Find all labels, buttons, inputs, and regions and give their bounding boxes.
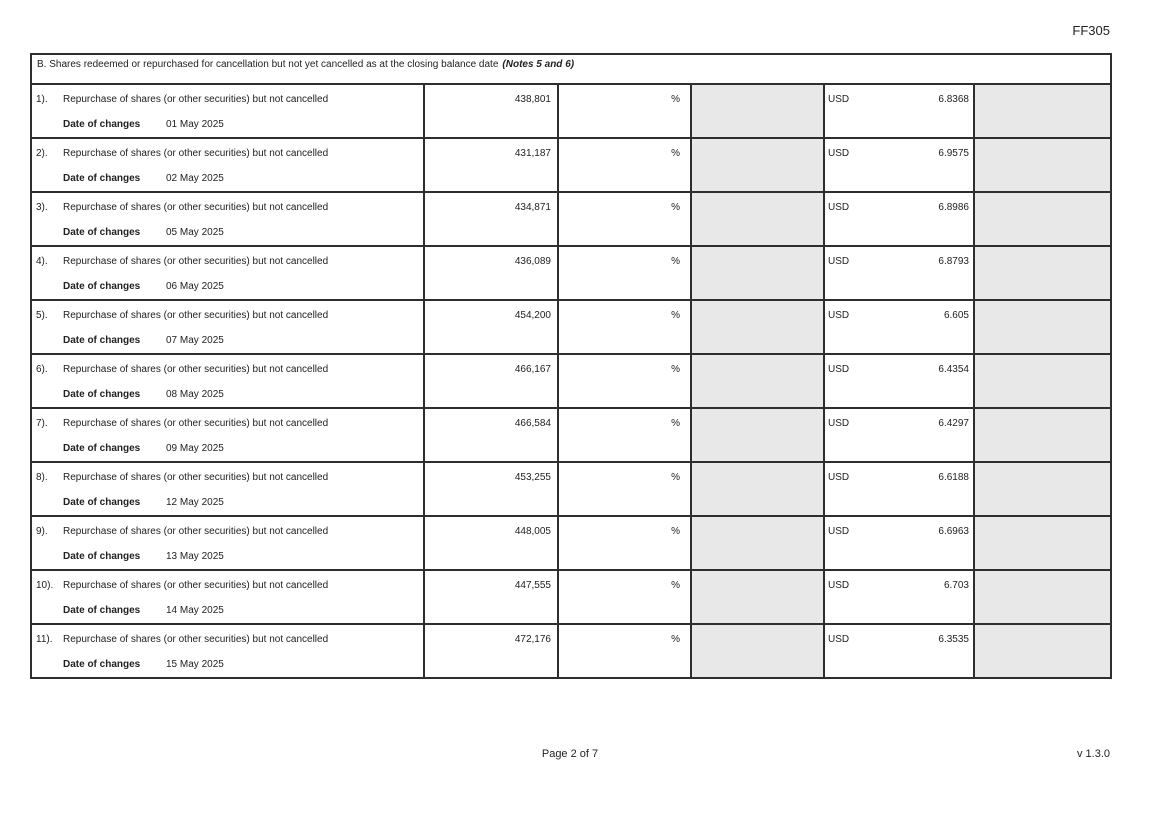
date-of-changes-line <box>63 551 419 563</box>
date-of-changes-label: Date of changes <box>63 497 141 508</box>
row-label: Repurchase of shares (or other securities) but not cancelled <box>63 310 329 321</box>
shaded-input-cell-left <box>691 516 824 570</box>
percent-cell: % <box>558 462 691 516</box>
currency-price-cell <box>824 408 974 462</box>
price-value: 6.6188 <box>938 472 969 483</box>
date-of-changes-value: 12 May 2025 <box>166 497 224 508</box>
shaded-input-cell-right <box>974 408 1111 462</box>
date-of-changes-label: Date of changes <box>63 389 141 400</box>
description-cell <box>31 570 424 624</box>
date-of-changes-line <box>63 227 419 239</box>
shaded-input-cell-left <box>691 246 824 300</box>
description-cell <box>31 462 424 516</box>
shaded-input-cell-right <box>974 354 1111 408</box>
section-header-row <box>31 54 1111 84</box>
currency-line <box>828 256 969 268</box>
description-line <box>36 256 419 268</box>
date-of-changes-value: 14 May 2025 <box>166 605 224 616</box>
description-line <box>36 148 419 160</box>
currency-price-cell <box>824 300 974 354</box>
shares-quantity-cell: 448,005 <box>424 516 558 570</box>
row-label: Repurchase of shares (or other securities) but not cancelled <box>63 472 329 483</box>
date-of-changes-value: 06 May 2025 <box>166 281 224 292</box>
row-index: 7). <box>36 418 48 429</box>
date-of-changes-value: 09 May 2025 <box>166 443 224 454</box>
shaded-input-cell-right <box>974 516 1111 570</box>
table-row <box>31 246 1111 300</box>
currency-price-cell <box>824 84 974 138</box>
date-of-changes-label: Date of changes <box>63 173 141 184</box>
date-of-changes-label: Date of changes <box>63 551 141 562</box>
percent-cell: % <box>558 570 691 624</box>
percent-cell: % <box>558 300 691 354</box>
shaded-input-cell-right <box>974 300 1111 354</box>
description-cell <box>31 354 424 408</box>
currency-line <box>828 472 969 484</box>
shaded-input-cell-left <box>691 624 824 678</box>
currency-line <box>828 310 969 322</box>
currency-code: USD <box>828 148 850 159</box>
description-line <box>36 634 419 646</box>
row-label: Repurchase of shares (or other securities) but not cancelled <box>63 364 329 375</box>
date-of-changes-line <box>63 659 419 671</box>
description-cell <box>31 138 424 192</box>
page-number: Page 2 of 7 <box>541 748 599 760</box>
date-of-changes-line <box>63 281 419 293</box>
shares-quantity-cell: 434,871 <box>424 192 558 246</box>
percent-cell: % <box>558 408 691 462</box>
currency-price-cell <box>824 516 974 570</box>
currency-code: USD <box>828 364 850 375</box>
currency-code: USD <box>828 256 850 267</box>
shares-quantity-cell: 431,187 <box>424 138 558 192</box>
percent-cell: % <box>558 246 691 300</box>
percent-cell: % <box>558 516 691 570</box>
row-label: Repurchase of shares (or other securities) but not cancelled <box>63 634 329 645</box>
shares-quantity-cell: 436,089 <box>424 246 558 300</box>
currency-line <box>828 148 969 160</box>
currency-code: USD <box>828 472 850 483</box>
date-of-changes-value: 15 May 2025 <box>166 659 224 670</box>
row-index: 9). <box>36 526 48 537</box>
currency-line <box>828 580 969 592</box>
version-label: v 1.3.0 <box>1076 748 1110 760</box>
table-body <box>31 84 1111 678</box>
date-of-changes-label: Date of changes <box>63 659 141 670</box>
price-value: 6.4354 <box>938 364 969 375</box>
date-of-changes-line <box>63 497 419 509</box>
shaded-input-cell-right <box>974 192 1111 246</box>
row-index: 8). <box>36 472 48 483</box>
currency-line <box>828 364 969 376</box>
shares-quantity-cell: 447,555 <box>424 570 558 624</box>
currency-line <box>828 418 969 430</box>
shaded-input-cell-right <box>974 246 1111 300</box>
percent-cell: % <box>558 192 691 246</box>
table-row <box>31 408 1111 462</box>
description-line <box>36 418 419 430</box>
shares-redemption-table <box>30 53 1112 679</box>
shaded-input-cell-left <box>691 300 824 354</box>
date-of-changes-line <box>63 119 419 131</box>
price-value: 6.4297 <box>938 418 969 429</box>
section-title-notes: (Notes 5 and 6) <box>502 59 575 70</box>
currency-line <box>828 526 969 538</box>
currency-price-cell <box>824 354 974 408</box>
table-row <box>31 138 1111 192</box>
description-line <box>36 364 419 376</box>
price-value: 6.8986 <box>938 202 969 213</box>
description-cell <box>31 624 424 678</box>
currency-code: USD <box>828 202 850 213</box>
price-value: 6.9575 <box>938 148 969 159</box>
table-row <box>31 300 1111 354</box>
shaded-input-cell-left <box>691 354 824 408</box>
shares-quantity-cell: 438,801 <box>424 84 558 138</box>
currency-price-cell <box>824 462 974 516</box>
currency-code: USD <box>828 526 850 537</box>
percent-cell: % <box>558 354 691 408</box>
shares-quantity-cell: 453,255 <box>424 462 558 516</box>
row-index: 1). <box>36 94 48 105</box>
shaded-input-cell-left <box>691 192 824 246</box>
row-label: Repurchase of shares (or other securities) but not cancelled <box>63 256 329 267</box>
date-of-changes-label: Date of changes <box>63 227 141 238</box>
shaded-input-cell-right <box>974 624 1111 678</box>
shaded-input-cell-right <box>974 570 1111 624</box>
section-title <box>31 54 1111 84</box>
percent-cell: % <box>558 84 691 138</box>
date-of-changes-value: 08 May 2025 <box>166 389 224 400</box>
row-label: Repurchase of shares (or other securities) but not cancelled <box>63 526 329 537</box>
description-cell <box>31 408 424 462</box>
page-footer <box>30 748 1110 760</box>
row-index: 4). <box>36 256 48 267</box>
currency-code: USD <box>828 634 850 645</box>
price-value: 6.8368 <box>938 94 969 105</box>
price-value: 6.6963 <box>938 526 969 537</box>
table-row <box>31 624 1111 678</box>
table-row <box>31 84 1111 138</box>
table-row <box>31 192 1111 246</box>
shares-quantity-cell: 466,584 <box>424 408 558 462</box>
row-index: 6). <box>36 364 48 375</box>
currency-line <box>828 94 969 106</box>
row-label: Repurchase of shares (or other securities) but not cancelled <box>63 580 329 591</box>
row-label: Repurchase of shares (or other securities) but not cancelled <box>63 202 329 213</box>
row-index: 10). <box>36 580 54 591</box>
currency-code: USD <box>828 310 850 321</box>
currency-code: USD <box>828 94 850 105</box>
date-of-changes-value: 07 May 2025 <box>166 335 224 346</box>
description-line <box>36 472 419 484</box>
row-label: Repurchase of shares (or other securities) but not cancelled <box>63 418 329 429</box>
price-value: 6.3535 <box>938 634 969 645</box>
table-row <box>31 516 1111 570</box>
date-of-changes-label: Date of changes <box>63 281 141 292</box>
table-row <box>31 570 1111 624</box>
currency-price-cell <box>824 138 974 192</box>
shaded-input-cell-right <box>974 138 1111 192</box>
description-cell <box>31 84 424 138</box>
currency-line <box>828 634 969 646</box>
currency-price-cell <box>824 624 974 678</box>
currency-code: USD <box>828 418 850 429</box>
shares-quantity-cell: 472,176 <box>424 624 558 678</box>
shaded-input-cell-left <box>691 84 824 138</box>
row-index: 11). <box>36 634 53 645</box>
shaded-input-cell-left <box>691 138 824 192</box>
price-value: 6.8793 <box>938 256 969 267</box>
shaded-input-cell-left <box>691 570 824 624</box>
date-of-changes-label: Date of changes <box>63 605 141 616</box>
currency-price-cell <box>824 192 974 246</box>
currency-line <box>828 202 969 214</box>
description-cell <box>31 192 424 246</box>
description-line <box>36 94 419 106</box>
date-of-changes-value: 02 May 2025 <box>166 173 224 184</box>
shaded-input-cell-left <box>691 408 824 462</box>
date-of-changes-label: Date of changes <box>63 335 141 346</box>
row-label: Repurchase of shares (or other securities) but not cancelled <box>63 148 329 159</box>
currency-code: USD <box>828 580 850 591</box>
date-of-changes-value: 01 May 2025 <box>166 119 224 130</box>
section-title-text: B. Shares redeemed or repurchased for cancellation but not yet cancelled as at the closing balance date <box>37 59 499 70</box>
description-cell <box>31 516 424 570</box>
percent-cell: % <box>558 624 691 678</box>
row-index: 3). <box>36 202 48 213</box>
shares-quantity-cell: 454,200 <box>424 300 558 354</box>
date-of-changes-label: Date of changes <box>63 443 141 454</box>
table-row <box>31 462 1111 516</box>
table-row <box>31 354 1111 408</box>
currency-price-cell <box>824 246 974 300</box>
description-cell <box>31 300 424 354</box>
date-of-changes-line <box>63 335 419 347</box>
date-of-changes-line <box>63 443 419 455</box>
date-of-changes-line <box>63 389 419 401</box>
shares-quantity-cell: 466,167 <box>424 354 558 408</box>
row-index: 5). <box>36 310 48 321</box>
form-code: FF305 <box>1072 23 1110 38</box>
row-index: 2). <box>36 148 48 159</box>
date-of-changes-value: 13 May 2025 <box>166 551 224 562</box>
date-of-changes-value: 05 May 2025 <box>166 227 224 238</box>
shaded-input-cell-left <box>691 462 824 516</box>
description-line <box>36 526 419 538</box>
description-line <box>36 580 419 592</box>
price-value: 6.605 <box>943 310 969 321</box>
date-of-changes-line <box>63 605 419 617</box>
description-cell <box>31 246 424 300</box>
description-line <box>36 202 419 214</box>
percent-cell: % <box>558 138 691 192</box>
row-label: Repurchase of shares (or other securities) but not cancelled <box>63 94 329 105</box>
date-of-changes-label: Date of changes <box>63 119 141 130</box>
description-line <box>36 310 419 322</box>
date-of-changes-line <box>63 173 419 185</box>
currency-price-cell <box>824 570 974 624</box>
price-value: 6.703 <box>943 580 969 591</box>
shaded-input-cell-right <box>974 84 1111 138</box>
shaded-input-cell-right <box>974 462 1111 516</box>
